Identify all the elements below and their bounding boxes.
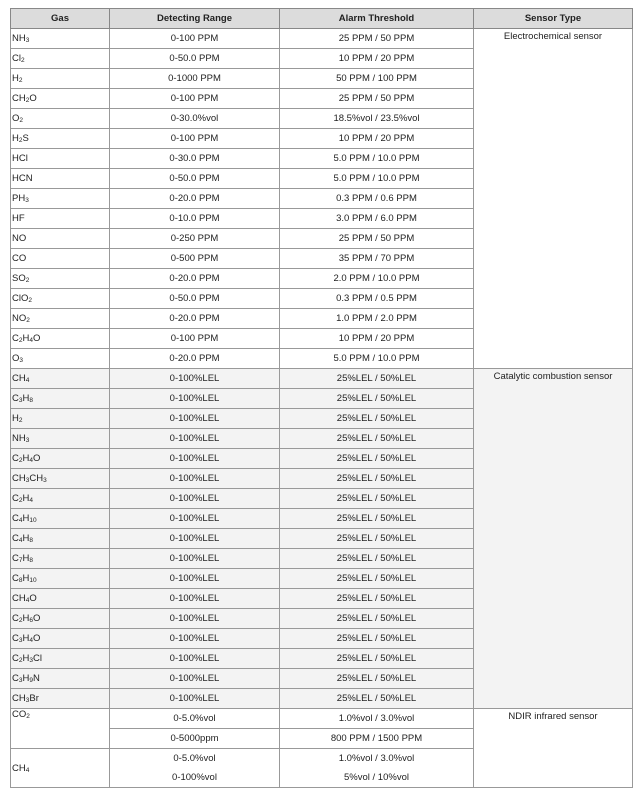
gas-cell: $C_4H_{10}$	[11, 509, 110, 529]
alarm-threshold-cell: 25 PPM / 50 PPM	[280, 229, 474, 249]
gas-cell: NO	[11, 229, 110, 249]
detecting-range-cell: 0-100%LEL	[110, 389, 280, 409]
sensor-type-cell: Catalytic combustion sensor	[474, 369, 633, 709]
gas-cell: $CH_4$	[11, 369, 110, 389]
detecting-range-cell: 0-100%LEL	[110, 409, 280, 429]
table-row	[11, 369, 633, 389]
detecting-range-cell: 0-30.0 PPM	[110, 149, 280, 169]
detecting-range-cell: 0-100%LEL	[110, 569, 280, 589]
gas-cell: $H_2S$	[11, 129, 110, 149]
gas-cell: $H_2$	[11, 409, 110, 429]
sensor-type-cell: NDIR infrared sensor	[474, 709, 633, 788]
alarm-threshold-cell: 25%LEL / 50%LEL	[280, 689, 474, 709]
detecting-range-cell: 0-100 PPM	[110, 89, 280, 109]
detecting-range-cell: 0-500 PPM	[110, 249, 280, 269]
alarm-threshold-cell: 5.0 PPM / 10.0 PPM	[280, 149, 474, 169]
alarm-threshold-cell: 25%LEL / 50%LEL	[280, 429, 474, 449]
gas-cell: $C_3H_9N$	[11, 669, 110, 689]
detecting-range-cell: 0-20.0 PPM	[110, 309, 280, 329]
alarm-threshold-cell: 5.0 PPM / 10.0 PPM	[280, 349, 474, 369]
alarm-threshold-cell: 25%LEL / 50%LEL	[280, 449, 474, 469]
header-alarm-threshold: Alarm Threshold	[280, 9, 474, 29]
sensor-type-cell: Electrochemical sensor	[474, 29, 633, 369]
alarm-threshold-cell: 25 PPM / 50 PPM	[280, 89, 474, 109]
detecting-range-cell: 0-20.0 PPM	[110, 189, 280, 209]
alarm-threshold-cell: 25%LEL / 50%LEL	[280, 469, 474, 489]
detecting-range-cell: 0-100%LEL	[110, 669, 280, 689]
table-row	[11, 709, 633, 729]
alarm-threshold-cell	[280, 749, 474, 788]
alarm-threshold-cell: 25%LEL / 50%LEL	[280, 489, 474, 509]
detecting-range-cell: 0-50.0 PPM	[110, 289, 280, 309]
gas-sensor-table	[10, 8, 633, 788]
alarm-threshold-cell: 1.0%vol / 3.0%vol	[280, 709, 474, 729]
alarm-threshold-cell: 25%LEL / 50%LEL	[280, 529, 474, 549]
detecting-range-cell: 0-100%LEL	[110, 369, 280, 389]
alarm-threshold-cell: 25%LEL / 50%LEL	[280, 509, 474, 529]
table-header-row	[11, 9, 633, 29]
gas-cell: $O_3$	[11, 349, 110, 369]
range-value: 0-5.0%vol	[173, 753, 216, 764]
detecting-range-cell: 0-100%LEL	[110, 629, 280, 649]
gas-cell: $NH_3$	[11, 429, 110, 449]
detecting-range-cell: 0-100%LEL	[110, 689, 280, 709]
gas-cell: $NH_3$	[11, 29, 110, 49]
detecting-range-cell: 0-20.0 PPM	[110, 269, 280, 289]
gas-cell: $C_8H_{10}$	[11, 569, 110, 589]
alarm-threshold-cell: 25%LEL / 50%LEL	[280, 669, 474, 689]
alarm-threshold-cell: 10 PPM / 20 PPM	[280, 329, 474, 349]
gas-cell: $C_2H_4O$	[11, 449, 110, 469]
alarm-threshold-cell: 25%LEL / 50%LEL	[280, 609, 474, 629]
gas-cell: $SO_2$	[11, 269, 110, 289]
detecting-range-cell: 0-50.0 PPM	[110, 49, 280, 69]
detecting-range-cell: 0-100 PPM	[110, 329, 280, 349]
gas-cell: $C_4H_8$	[11, 529, 110, 549]
detecting-range-cell: 0-100 PPM	[110, 129, 280, 149]
table-row	[11, 29, 633, 49]
detecting-range-cell: 0-100%LEL	[110, 549, 280, 569]
gas-cell: $O_2$	[11, 109, 110, 129]
table-body	[11, 29, 633, 788]
alarm-threshold-cell: 25%LEL / 50%LEL	[280, 569, 474, 589]
detecting-range-cell: 0-100%LEL	[110, 649, 280, 669]
detecting-range-cell: 0-100%LEL	[110, 589, 280, 609]
alarm-threshold-cell: 25%LEL / 50%LEL	[280, 589, 474, 609]
alarm-threshold-cell: 25%LEL / 50%LEL	[280, 409, 474, 429]
detecting-range-cell: 0-100 PPM	[110, 29, 280, 49]
gas-cell: $CH_3Br$	[11, 689, 110, 709]
gas-cell: $C_3H_4O$	[11, 629, 110, 649]
detecting-range-cell: 0-1000 PPM	[110, 69, 280, 89]
gas-cell: $C_2H_4O$	[11, 329, 110, 349]
alarm-threshold-cell: 25%LEL / 50%LEL	[280, 369, 474, 389]
alarm-threshold-cell: 25%LEL / 50%LEL	[280, 629, 474, 649]
alarm-threshold-cell: 0.3 PPM / 0.6 PPM	[280, 189, 474, 209]
detecting-range-cell: 0-100%LEL	[110, 529, 280, 549]
detecting-range-cell: 0-100%LEL	[110, 469, 280, 489]
gas-cell: $C_3H_8$	[11, 389, 110, 409]
gas-cell: HF	[11, 209, 110, 229]
alarm-threshold-cell: 10 PPM / 20 PPM	[280, 49, 474, 69]
gas-cell: $NO_2$	[11, 309, 110, 329]
alarm-threshold-cell: 35 PPM / 70 PPM	[280, 249, 474, 269]
alarm-threshold-cell: 10 PPM / 20 PPM	[280, 129, 474, 149]
detecting-range-cell: 0-250 PPM	[110, 229, 280, 249]
gas-cell: $H_2$	[11, 69, 110, 89]
header-detecting-range: Detecting Range	[110, 9, 280, 29]
gas-cell: HCN	[11, 169, 110, 189]
gas-cell: $C_2H_3Cl$	[11, 649, 110, 669]
alarm-threshold-cell: 1.0 PPM / 2.0 PPM	[280, 309, 474, 329]
detecting-range-cell: 0-10.0 PPM	[110, 209, 280, 229]
range-value: 0-100%vol	[172, 772, 217, 783]
detecting-range-cell: 0-100%LEL	[110, 429, 280, 449]
detecting-range-cell: 0-100%LEL	[110, 609, 280, 629]
gas-cell: $C_2H_4$	[11, 489, 110, 509]
alarm-value: 5%vol / 10%vol	[344, 772, 409, 783]
detecting-range-cell: 0-5000ppm	[110, 729, 280, 749]
detecting-range-cell: 0-100%LEL	[110, 489, 280, 509]
alarm-threshold-cell: 25%LEL / 50%LEL	[280, 649, 474, 669]
gas-cell: $CO_2$	[11, 709, 110, 749]
alarm-threshold-cell: 25%LEL / 50%LEL	[280, 389, 474, 409]
detecting-range-cell: 0-30.0%vol	[110, 109, 280, 129]
gas-cell: $Cl_2$	[11, 49, 110, 69]
alarm-threshold-cell: 0.3 PPM / 0.5 PPM	[280, 289, 474, 309]
alarm-threshold-cell: 2.0 PPM / 10.0 PPM	[280, 269, 474, 289]
alarm-threshold-cell: 18.5%vol / 23.5%vol	[280, 109, 474, 129]
alarm-value: 1.0%vol / 3.0%vol	[338, 753, 415, 764]
alarm-threshold-cell: 50 PPM / 100 PPM	[280, 69, 474, 89]
gas-cell: $PH_3$	[11, 189, 110, 209]
gas-cell: $CH_4O$	[11, 589, 110, 609]
alarm-threshold-cell: 25%LEL / 50%LEL	[280, 549, 474, 569]
gas-cell: HCl	[11, 149, 110, 169]
gas-sensor-spec-sheet	[10, 8, 633, 788]
alarm-threshold-cell: 800 PPM / 1500 PPM	[280, 729, 474, 749]
gas-cell: $CH_3CH_3$	[11, 469, 110, 489]
detecting-range-cell: 0-20.0 PPM	[110, 349, 280, 369]
detecting-range-cell: 0-5.0%vol	[110, 709, 280, 729]
header-sensor-type: Sensor Type	[474, 9, 633, 29]
detecting-range-cell: 0-100%LEL	[110, 449, 280, 469]
detecting-range-cell: 0-100%LEL	[110, 509, 280, 529]
alarm-threshold-cell: 5.0 PPM / 10.0 PPM	[280, 169, 474, 189]
alarm-threshold-cell: 25 PPM / 50 PPM	[280, 29, 474, 49]
detecting-range-cell: 0-50.0 PPM	[110, 169, 280, 189]
gas-cell: ClO$_2$	[11, 289, 110, 309]
gas-cell: $CH_4$	[11, 749, 110, 788]
detecting-range-cell	[110, 749, 280, 788]
gas-cell: CO	[11, 249, 110, 269]
gas-cell: $C_2H_6O$	[11, 609, 110, 629]
header-gas: Gas	[11, 9, 110, 29]
alarm-threshold-cell: 3.0 PPM / 6.0 PPM	[280, 209, 474, 229]
gas-cell: $CH_2O$	[11, 89, 110, 109]
gas-cell: $C_7H_8$	[11, 549, 110, 569]
